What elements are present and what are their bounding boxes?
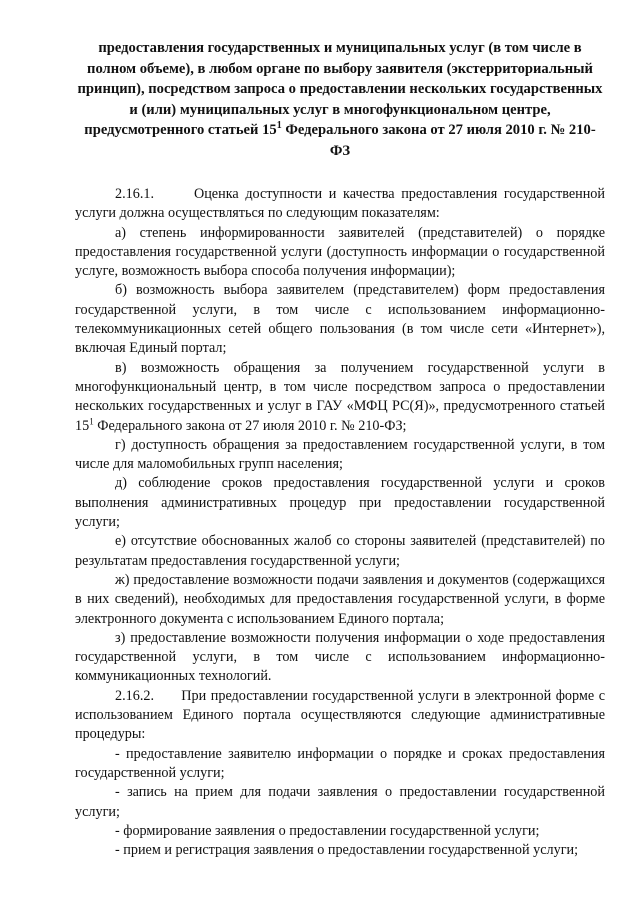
paragraph-2-16-2: 2.16.2. При предоставлении государственной услуги в электронной форме с использованием Единого портала осуществляются следующие административные процедуры: bbox=[75, 687, 605, 743]
paragraph-e: е) отсутствие обоснованных жалоб со стороны заявителей (представителей) по результатам предоставления государственной услуги; bbox=[75, 533, 605, 569]
paragraph-b: б) возможность выбора заявителем (представителем) форм предоставления государственной услуги, в том числе с использованием информационно-телекоммуникационных сетей общего пользования (в том числе сети «Интернет»), включая Единый портал; bbox=[75, 282, 605, 357]
paragraph-a: а) степень информированности заявителей (представителей) о порядке предоставления государственной услуги (доступность информации о государственной услуге, возможность выбора способа получения информации); bbox=[75, 224, 605, 280]
heading-superscript: 1 bbox=[276, 120, 282, 132]
heading-text-end: Федерального закона от 27 июля 2010 г. № 210-ФЗ bbox=[281, 122, 596, 159]
list-item-application-form: - формирование заявления о предоставлении государственной услуги; bbox=[115, 822, 540, 839]
list-item-registration: - прием и регистрация заявления о предоставлении государственной услуги; bbox=[115, 842, 579, 859]
paragraph-v-text: в) возможность обращения за получением государственной услуги в многофункциональный центр, в том числе посредством запроса о предоставлении нескольких государственных и услуг в ГАУ «МФЦ РС(Я)», предусмотренного статьей 15 bbox=[75, 359, 605, 434]
paragraph-v-superscript: 1 bbox=[89, 415, 94, 426]
section-heading bbox=[75, 38, 605, 161]
paragraph-zh: ж) предоставление возможности подачи заявления и документов (содержащихся в них сведений), необходимых для предоставления государственной услуги, в форме электронного документа с использованием Единого портала; bbox=[75, 571, 605, 627]
list-item-information: - предоставление заявителю информации о порядке и сроках предоставления государственной услуги; bbox=[75, 745, 605, 781]
document-page bbox=[75, 38, 605, 860]
document-body bbox=[75, 185, 605, 860]
paragraph-v-text-end: Федерального закона от 27 июля 2010 г. № 210-ФЗ; bbox=[93, 417, 407, 434]
list-item-appointment: - запись на прием для подачи заявления о предоставлении государственной услуги; bbox=[75, 784, 605, 820]
heading-text: предоставления государственных и муниципальных услуг (в том числе в полном объеме), в любом органе по выбору заявителя (экстерриториальный принцип), посредством запроса о предоставлении нескольких государственных и (или) муниципальных услуг в многофункциональном центре, предусмотренного статьей 15 bbox=[77, 40, 603, 138]
paragraph-v bbox=[75, 359, 605, 436]
paragraph-2-16-1: 2.16.1. Оценка доступности и качества предоставления государственной услуги должна осуществляться по следующим показателям: bbox=[75, 186, 605, 222]
paragraph-d: д) соблюдение сроков предоставления государственной услуги и сроков выполнения административных процедур при предоставлении государственной услуги; bbox=[75, 475, 605, 531]
paragraph-g: г) доступность обращения за предоставлением государственной услуги, в том числе для маломобильных групп населения; bbox=[75, 436, 605, 473]
paragraph-z: з) предоставление возможности получения информации о ходе предоставления государственной услуги, в том числе с использованием информационно-коммуникационных технологий. bbox=[75, 629, 605, 685]
